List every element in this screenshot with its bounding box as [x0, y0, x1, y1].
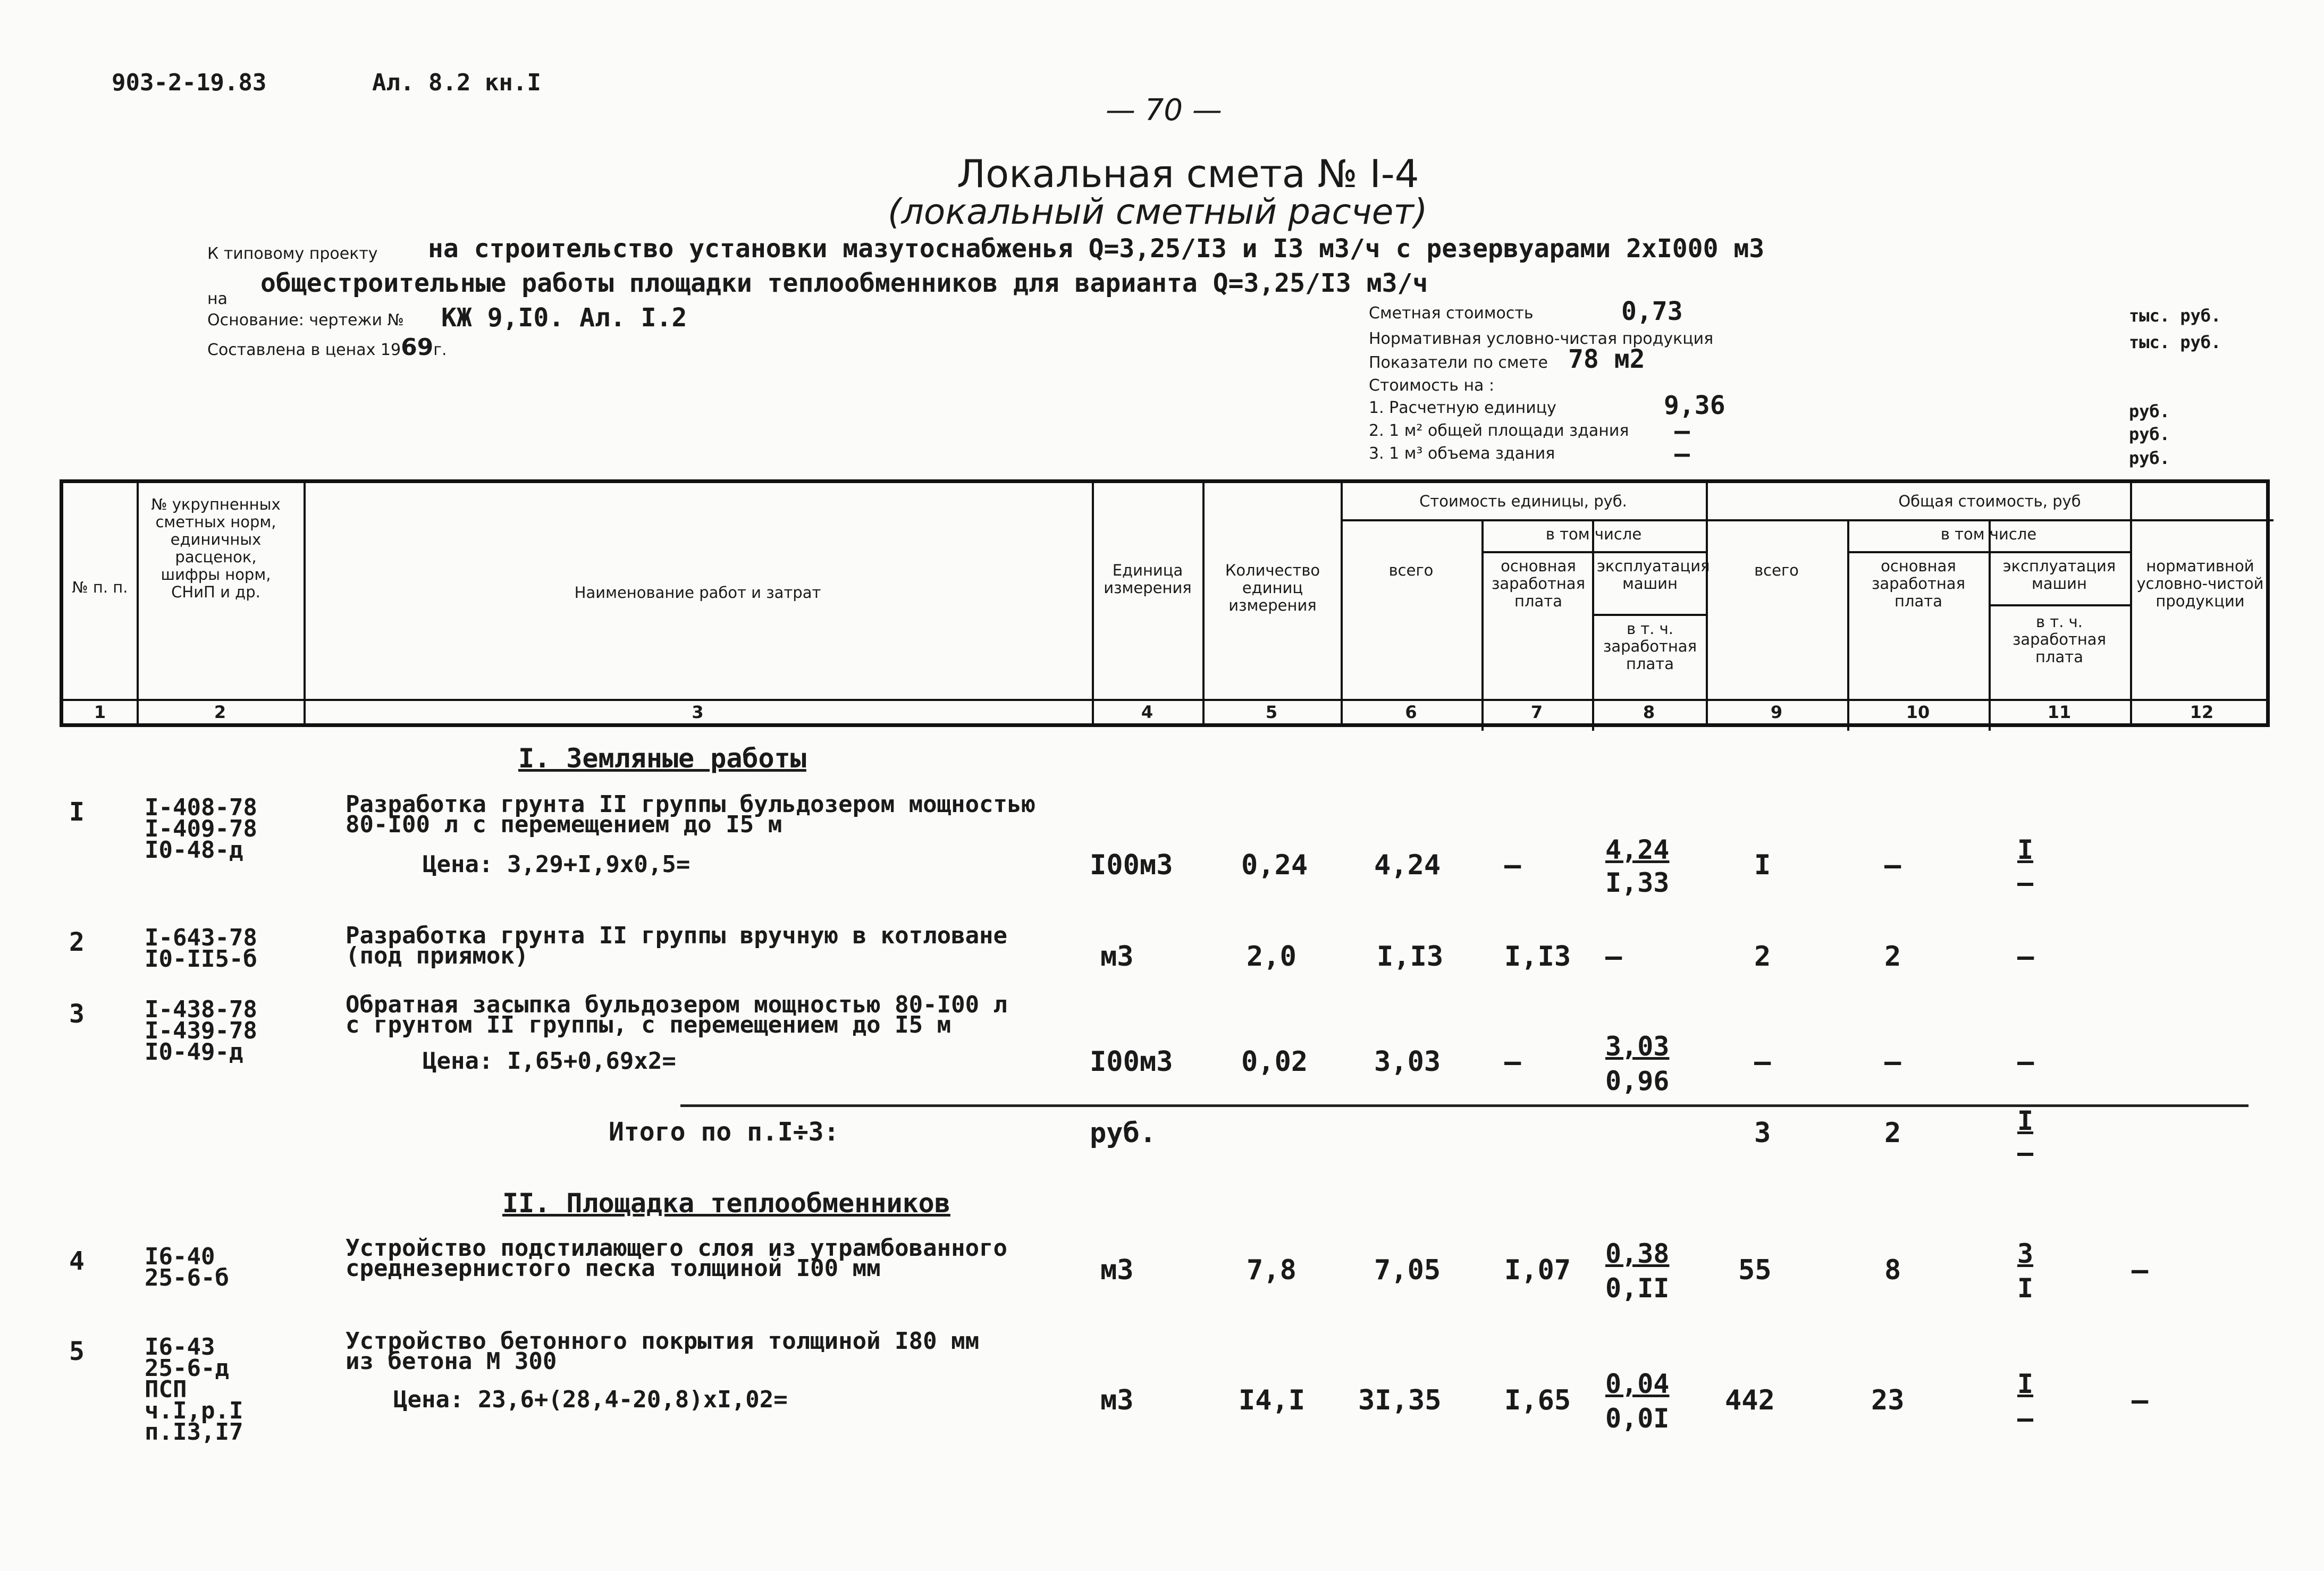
section-1-title: I. Земляные работы	[518, 743, 806, 774]
subtotal-total: 3	[1754, 1117, 1771, 1149]
row-unit-machines-wage: I,33	[1605, 867, 1670, 898]
row-work-name: Разработка грунта II группы бульдозером мощностью 80-I00 л с перемещением до I5 м	[346, 791, 1036, 838]
row-price-formula: Цена: I,65+0,69х2=	[423, 1048, 676, 1075]
normative-unit: тыс. руб.	[2129, 332, 2221, 352]
row-sum-total: I	[1754, 849, 1771, 881]
unit1-label: 1. Расчетную единицу	[1369, 399, 1556, 417]
col-number: 1	[94, 702, 106, 722]
row-price-formula: Цена: 23,6+(28,4-20,8)хI,02=	[393, 1386, 788, 1413]
col-number: 10	[1906, 702, 1930, 722]
row-normative: –	[2132, 1384, 2149, 1416]
project-description: на строительство установки мазутоснабженья Q=3,25/I3 и I3 м3/ч с резервуарами 2хI000 м3	[428, 234, 1765, 264]
prices-year: 69	[401, 334, 434, 361]
row-unit: м3	[1100, 1254, 1134, 1286]
estimate-subtitle: (локальный сметный расчет)	[888, 191, 1428, 232]
row-work-name: Обратная засыпка бульдозером мощностью 80-I00 л с грунтом II группы, с перемещением до I5 м	[346, 991, 1008, 1038]
unit3-unit: руб.	[2129, 448, 2170, 468]
row-unit-machines-wage: 0,II	[1605, 1273, 1670, 1304]
row-codes: I6-40 25-6-б	[145, 1243, 229, 1291]
prices-suffix: г.	[433, 341, 447, 359]
row-number: 4	[69, 1246, 85, 1276]
unit-cost-incl-header: в том числе	[1545, 525, 1642, 543]
col-number: 7	[1530, 702, 1543, 722]
table-header	[60, 479, 2270, 727]
col-header-number: № п. п.	[72, 578, 128, 596]
unit2-unit: руб.	[2129, 424, 2170, 444]
col-header-total-machines-wage: в т. ч. заработная плата	[2012, 613, 2107, 666]
row-unit-total: 4,24	[1374, 849, 1441, 881]
col-header-unit: Единица измерения	[1104, 561, 1192, 597]
row-sum-machines: 3	[2017, 1238, 2034, 1269]
row-price-formula: Цена: 3,29+I,9х0,5=	[423, 851, 691, 878]
total-cost-incl-header: в том числе	[1940, 525, 2037, 543]
col-header-codes: № укрупненных сметных норм, единичных расценок, шифры норм, СНиП и др.	[151, 495, 281, 601]
row-codes: I-408-78 I-409-78 I0-48-д	[145, 794, 257, 864]
col-number: 4	[1141, 702, 1153, 722]
page-number: — 70 —	[1106, 93, 1222, 128]
row-unit: I00м3	[1090, 849, 1173, 881]
row-sum-machines-wage: I	[2017, 1273, 2034, 1304]
unit1-value: 9,36	[1664, 391, 1725, 420]
row-sum-wage: –	[1884, 849, 1901, 881]
row-number: 3	[69, 999, 85, 1029]
row-sum-wage: –	[1884, 1046, 1901, 1078]
row-sum-wage: 2	[1884, 941, 1901, 973]
unit3-label: 3. 1 м³ объема здания	[1369, 444, 1555, 463]
row-unit: м3	[1100, 1384, 1134, 1416]
row-quantity: 0,02	[1241, 1046, 1308, 1078]
row-unit-wage: –	[1504, 849, 1521, 881]
col-number: 12	[2190, 702, 2214, 722]
row-sum-wage: 23	[1871, 1384, 1905, 1416]
col-header-quantity: Количество единиц измерения	[1225, 561, 1320, 614]
subtotal-wage: 2	[1884, 1117, 1901, 1149]
unit2-value: –	[1674, 416, 1690, 446]
col-number: 6	[1405, 702, 1417, 722]
col-header-total-wage: основная заработная плата	[1871, 557, 1966, 610]
row-sum-machines: I	[2017, 1369, 2034, 1399]
subtotal-rule	[680, 1104, 2249, 1107]
row-normative: –	[2132, 1254, 2149, 1286]
row-codes: I6-43 25-6-д ПСП ч.I,р.I п.I3,I7	[145, 1333, 243, 1446]
unit-cost-group-header: Стоимость единицы, руб.	[1419, 492, 1627, 510]
prices-label	[207, 334, 447, 361]
section-2-title: II. Площадка теплообменников	[502, 1188, 950, 1219]
row-sum-machines-wage: –	[2017, 1403, 2034, 1434]
works-description: общестроительные работы площадки теплообменников для варианта Q=3,25/I3 м3/ч	[260, 268, 1428, 298]
basis-label: Основание: чертежи №	[207, 311, 404, 330]
album-reference: Ал. 8.2 кн.I	[372, 69, 541, 96]
row-unit-machines: 4,24	[1605, 834, 1670, 865]
col-number: 11	[2047, 702, 2072, 722]
row-work-name: Устройство бетонного покрытия толщиной I80 мм из бетона М 300	[346, 1328, 980, 1375]
row-unit-machines: 0,04	[1605, 1369, 1670, 1399]
row-sum-total: 55	[1738, 1254, 1772, 1286]
row-unit-total: 3I,35	[1358, 1384, 1442, 1416]
subtotal-label: Итого по п.I÷3:	[609, 1117, 839, 1147]
row-number: I	[69, 797, 85, 827]
row-unit-wage: I,07	[1504, 1254, 1571, 1286]
cost-on-label: Стоимость на :	[1369, 376, 1495, 395]
normative-label: Нормативная условно-чистая продукция	[1369, 330, 1714, 348]
col-number: 5	[1265, 702, 1278, 722]
row-unit: м3	[1100, 941, 1134, 973]
row-unit-machines-wage: 0,96	[1605, 1066, 1670, 1096]
estimate-cost-unit: тыс. руб.	[2129, 306, 2221, 326]
indicators-label: Показатели по смете	[1369, 353, 1548, 372]
col-header-unit-total: всего	[1388, 561, 1434, 579]
row-unit-wage: –	[1504, 1046, 1521, 1078]
document-number: 903-2-19.83	[112, 69, 267, 96]
subtotal-machines-wage: –	[2017, 1137, 2034, 1168]
row-unit-wage: I,65	[1504, 1384, 1571, 1416]
estimate-cost-value: 0,73	[1621, 297, 1683, 326]
row-unit-wage: I,I3	[1504, 941, 1571, 973]
col-header-total: всего	[1754, 561, 1799, 579]
col-number: 8	[1643, 702, 1655, 722]
col-header-work-name: Наименование работ и затрат	[574, 584, 821, 602]
row-sum-total: –	[1754, 1046, 1771, 1078]
unit2-label: 2. 1 м² общей площади здания	[1369, 421, 1629, 440]
row-unit-machines: 3,03	[1605, 1031, 1670, 1062]
row-quantity: 7,8	[1247, 1254, 1296, 1286]
row-sum-machines: I	[2017, 834, 2034, 865]
col-number: 2	[214, 702, 226, 722]
col-header-normative: нормативной условно-чистой продукции	[2136, 557, 2264, 610]
row-codes: I-643-78 I0-II5-б	[145, 924, 257, 973]
col-header-total-machines: эксплуатация машин	[2002, 557, 2116, 593]
subtotal-machines: I	[2017, 1105, 2034, 1136]
estimate-title: Локальная смета № I-4	[957, 151, 1419, 196]
row-unit-total: 7,05	[1374, 1254, 1441, 1286]
row-unit-machines: 0,38	[1605, 1238, 1670, 1269]
row-unit-total: I,I3	[1377, 941, 1444, 973]
prices-label-text: Составлена в ценах 19	[207, 341, 401, 359]
row-sum-total: 442	[1725, 1384, 1775, 1416]
row-sum-wage: 8	[1884, 1254, 1901, 1286]
row-sum-total: 2	[1754, 941, 1771, 973]
row-unit-machines: –	[1605, 941, 1622, 973]
total-cost-group-header: Общая стоимость, руб	[1898, 492, 2081, 510]
estimate-cost-label: Сметная стоимость	[1369, 304, 1534, 323]
row-number: 5	[69, 1337, 85, 1366]
row-sum-machines-wage: –	[2017, 867, 2034, 898]
basis-value: КЖ 9,I0. Ал. I.2	[441, 303, 687, 333]
row-sum-machines: –	[2017, 1046, 2034, 1078]
indicators-value: 78 м2	[1568, 344, 1645, 374]
col-number: 9	[1770, 702, 1783, 722]
row-quantity: 2,0	[1247, 941, 1296, 973]
row-unit-machines-wage: 0,0I	[1605, 1403, 1670, 1434]
unit1-unit: руб.	[2129, 401, 2170, 421]
col-number: 3	[692, 702, 704, 722]
row-unit-total: 3,03	[1374, 1046, 1441, 1078]
row-quantity: I4,I	[1239, 1384, 1306, 1416]
row-unit: I00м3	[1090, 1046, 1173, 1078]
row-work-name: Устройство подстилающего слоя из утрамбованного среднезернистого песка толщиной I00 мм	[346, 1235, 1008, 1282]
row-quantity: 0,24	[1241, 849, 1308, 881]
col-header-unit-machines-wage: в т. ч. заработная плата	[1603, 620, 1697, 673]
subtotal-unit: руб.	[1090, 1117, 1157, 1149]
col-header-unit-wage: основная заработная плата	[1491, 557, 1586, 610]
row-work-name: Разработка грунта II группы вручную в котловане (под приямок)	[346, 922, 1008, 969]
row-sum-machines: –	[2017, 941, 2034, 973]
unit3-value: –	[1674, 439, 1690, 469]
row-codes: I-438-78 I-439-78 I0-49-д	[145, 996, 257, 1066]
col-header-unit-machines: эксплуатация машин	[1597, 557, 1710, 593]
works-prefix: на	[207, 290, 228, 308]
row-number: 2	[69, 927, 85, 957]
project-label: К типовому проекту	[207, 244, 378, 263]
